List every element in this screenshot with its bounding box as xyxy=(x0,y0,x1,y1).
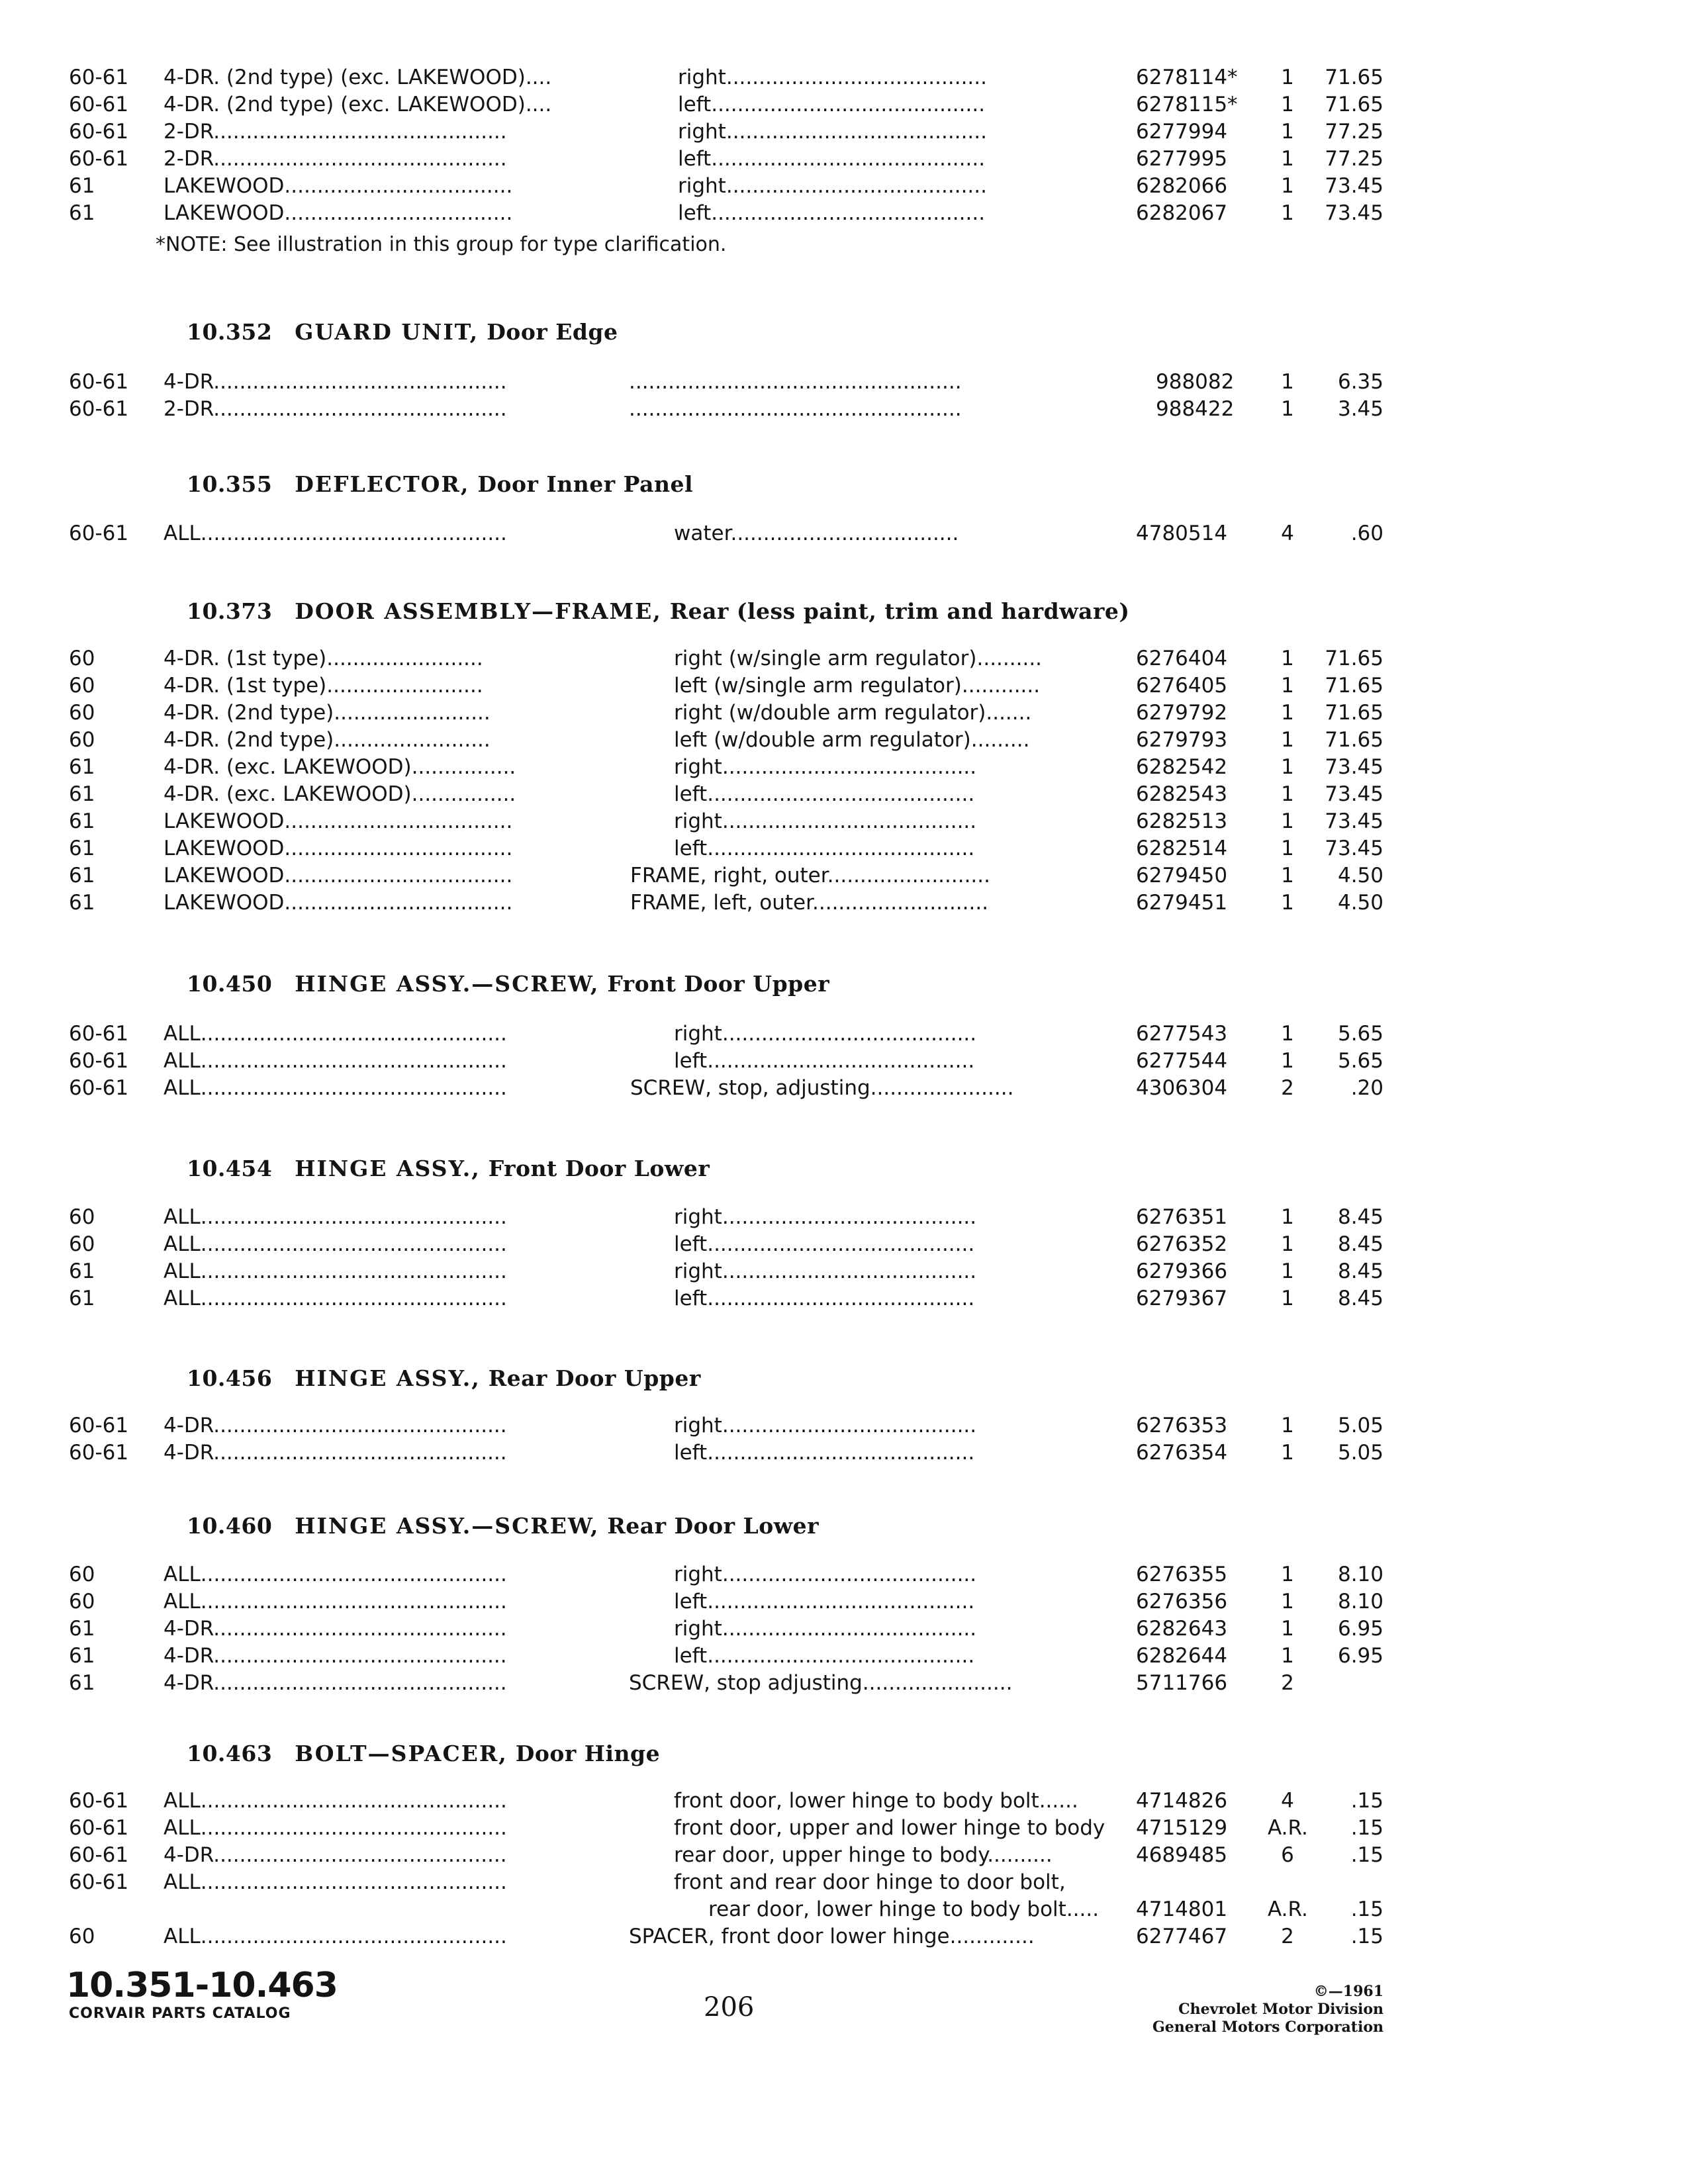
price-cell: 71.65 xyxy=(1325,701,1383,725)
description-cell: water................................... xyxy=(674,522,959,545)
years-cell: 61 xyxy=(69,1259,95,1283)
section-number: 10.352 xyxy=(187,319,273,345)
part-number-cell: 6282643 xyxy=(1136,1617,1228,1641)
part-number-cell: 988422 xyxy=(1156,397,1235,421)
years-cell: 60-61 xyxy=(69,93,129,116)
model-cell: 2-DR............................................. xyxy=(164,397,507,421)
part-number-cell: 6279450 xyxy=(1136,864,1228,887)
quantity-cell: 6 xyxy=(1281,1843,1294,1867)
years-cell: 61 xyxy=(69,864,95,887)
price-cell: .15 xyxy=(1350,1897,1383,1921)
quantity-cell: 1 xyxy=(1281,755,1294,779)
section-heading xyxy=(187,1365,701,1391)
description-cell: left (w/double arm regulator)......... xyxy=(674,728,1030,752)
years-cell: 60-61 xyxy=(69,397,129,421)
model-cell: ALL............................................... xyxy=(164,1925,507,1948)
model-cell: 4-DR............................................. xyxy=(164,370,507,394)
catalog-name: CORVAIR PARTS CATALOG xyxy=(69,2005,291,2022)
section-title-rest: Rear Door Lower xyxy=(607,1513,820,1539)
part-number-cell: 6277994 xyxy=(1136,120,1228,144)
model-cell: 4-DR. (1st type)........................ xyxy=(164,674,483,698)
price-cell: 8.45 xyxy=(1337,1259,1383,1283)
quantity-cell: 1 xyxy=(1281,809,1294,833)
price-cell: 73.45 xyxy=(1325,174,1383,198)
price-cell: 71.65 xyxy=(1325,66,1383,89)
section-number: 10.456 xyxy=(187,1365,273,1391)
part-number-cell: 6276405 xyxy=(1136,674,1228,698)
years-cell: 61 xyxy=(69,1287,95,1310)
years-cell: 60 xyxy=(69,674,95,698)
quantity-cell: 1 xyxy=(1281,837,1294,860)
years-cell: 60-61 xyxy=(69,1049,129,1073)
part-number-cell: 6276354 xyxy=(1136,1441,1228,1465)
quantity-cell: 1 xyxy=(1281,1232,1294,1256)
section-heading xyxy=(187,1741,660,1766)
quantity-cell: 1 xyxy=(1281,1590,1294,1614)
quantity-cell: 1 xyxy=(1281,147,1294,171)
years-cell: 60-61 xyxy=(69,147,129,171)
description-cell: right........................................ xyxy=(678,120,987,144)
quantity-cell: A.R. xyxy=(1268,1897,1308,1921)
model-cell: ALL............................................... xyxy=(164,1590,507,1614)
years-cell: 60 xyxy=(69,1232,95,1256)
years-cell: 60-61 xyxy=(69,1076,129,1100)
part-number-cell: 6277543 xyxy=(1136,1022,1228,1046)
part-number-cell: 4306304 xyxy=(1136,1076,1228,1100)
quantity-cell: 1 xyxy=(1281,1441,1294,1465)
price-cell: .20 xyxy=(1350,1076,1383,1100)
description-cell: ................................................... xyxy=(629,397,962,421)
section-number: 10.373 xyxy=(187,598,273,624)
part-number-cell: 988082 xyxy=(1156,370,1235,394)
section-title-caps: HINGE ASSY., xyxy=(295,1365,481,1391)
years-cell: 60-61 xyxy=(69,522,129,545)
model-cell: 4-DR............................................. xyxy=(164,1414,507,1437)
part-number-cell: 6282067 xyxy=(1136,201,1228,225)
price-cell: 71.65 xyxy=(1325,728,1383,752)
quantity-cell: 1 xyxy=(1281,891,1294,915)
model-cell: LAKEWOOD................................... xyxy=(164,864,513,887)
price-cell: 4.50 xyxy=(1337,864,1383,887)
model-cell: 4-DR. (2nd type)........................ xyxy=(164,728,491,752)
years-cell: 60 xyxy=(69,1205,95,1229)
section-title-caps: HINGE ASSY., xyxy=(295,1156,481,1181)
type-clarification-note: *NOTE: See illustration in this group for type clarification. xyxy=(156,233,727,256)
part-number-cell: 6276355 xyxy=(1136,1563,1228,1586)
description-cell: right....................................... xyxy=(674,1563,977,1586)
price-cell: 73.45 xyxy=(1325,782,1383,806)
description-cell: right....................................... xyxy=(674,809,977,833)
quantity-cell: 1 xyxy=(1281,120,1294,144)
section-number: 10.460 xyxy=(187,1513,273,1539)
price-cell: 8.45 xyxy=(1337,1287,1383,1310)
quantity-cell: 1 xyxy=(1281,201,1294,225)
description-cell: right........................................ xyxy=(678,174,987,198)
quantity-cell: 2 xyxy=(1281,1925,1294,1948)
section-title-rest: Front Door Upper xyxy=(607,971,830,997)
model-cell: 4-DR. (exc. LAKEWOOD)................ xyxy=(164,755,516,779)
description-cell: left......................................... xyxy=(674,1049,975,1073)
section-number: 10.454 xyxy=(187,1156,273,1181)
years-cell: 61 xyxy=(69,755,95,779)
section-title-rest: Rear (less paint, trim and hardware) xyxy=(669,598,1130,624)
part-number-cell: 6279367 xyxy=(1136,1287,1228,1310)
quantity-cell: 1 xyxy=(1281,397,1294,421)
quantity-cell: 1 xyxy=(1281,1259,1294,1283)
section-number: 10.355 xyxy=(187,471,273,497)
price-cell: 5.05 xyxy=(1337,1441,1383,1465)
quantity-cell: 1 xyxy=(1281,1617,1294,1641)
quantity-cell: 1 xyxy=(1281,1049,1294,1073)
quantity-cell: 1 xyxy=(1281,174,1294,198)
description-cell: left......................................... xyxy=(674,782,975,806)
part-number-cell: 6279366 xyxy=(1136,1259,1228,1283)
quantity-cell: 1 xyxy=(1281,674,1294,698)
price-cell: 73.45 xyxy=(1325,755,1383,779)
years-cell: 61 xyxy=(69,837,95,860)
part-number-cell: 6279793 xyxy=(1136,728,1228,752)
years-cell: 60-61 xyxy=(69,1789,129,1813)
years-cell: 60 xyxy=(69,701,95,725)
price-cell: 5.05 xyxy=(1337,1414,1383,1437)
model-cell: ALL............................................... xyxy=(164,1022,507,1046)
price-cell: 77.25 xyxy=(1325,147,1383,171)
copyright-block xyxy=(1152,1983,1383,2036)
model-cell: ALL............................................... xyxy=(164,1205,507,1229)
part-number-cell: 4780514 xyxy=(1136,522,1228,545)
part-number-cell: 6277467 xyxy=(1136,1925,1228,1948)
quantity-cell: A.R. xyxy=(1268,1816,1308,1840)
part-number-cell: 6282543 xyxy=(1136,782,1228,806)
description-cell: front and rear door hinge to door bolt, xyxy=(674,1870,1066,1894)
years-cell: 60 xyxy=(69,1590,95,1614)
model-cell: ALL............................................... xyxy=(164,1049,507,1073)
section-heading xyxy=(187,598,1130,624)
description-cell: rear door, upper hinge to body.......... xyxy=(674,1843,1053,1867)
years-cell: 61 xyxy=(69,1617,95,1641)
model-cell: 2-DR............................................. xyxy=(164,147,507,171)
model-cell: LAKEWOOD................................... xyxy=(164,837,513,860)
description-cell: left.......................................... xyxy=(678,93,986,116)
copyright-year: ©—1961 xyxy=(1313,1983,1383,2000)
description-cell: right....................................... xyxy=(674,1617,977,1641)
model-cell: 4-DR............................................. xyxy=(164,1843,507,1867)
model-cell: 4-DR. (2nd type) (exc. LAKEWOOD).... xyxy=(164,66,552,89)
years-cell: 60-61 xyxy=(69,1816,129,1840)
description-cell: right....................................... xyxy=(674,1414,977,1437)
price-cell: 73.45 xyxy=(1325,809,1383,833)
section-title-rest: Front Door Lower xyxy=(488,1156,710,1181)
years-cell: 60-61 xyxy=(69,370,129,394)
price-cell: 77.25 xyxy=(1325,120,1383,144)
quantity-cell: 4 xyxy=(1281,522,1294,545)
section-title-rest: Door Hinge xyxy=(515,1741,661,1766)
section-title-rest: Door Edge xyxy=(487,319,618,345)
price-cell: .15 xyxy=(1350,1843,1383,1867)
model-cell: ALL............................................... xyxy=(164,1076,507,1100)
quantity-cell: 1 xyxy=(1281,93,1294,116)
description-cell: front door, lower hinge to body bolt...... xyxy=(674,1789,1078,1813)
part-number-cell: 6276356 xyxy=(1136,1590,1228,1614)
part-number-cell: 4714801 xyxy=(1136,1897,1228,1921)
quantity-cell: 1 xyxy=(1281,782,1294,806)
description-cell: left......................................... xyxy=(674,1590,975,1614)
description-cell: left.......................................... xyxy=(678,201,986,225)
quantity-cell: 1 xyxy=(1281,1205,1294,1229)
description-cell: ................................................... xyxy=(629,370,962,394)
price-cell: 8.10 xyxy=(1337,1563,1383,1586)
model-cell: 4-DR............................................. xyxy=(164,1441,507,1465)
section-heading xyxy=(187,319,618,345)
quantity-cell: 1 xyxy=(1281,1022,1294,1046)
model-cell: 4-DR............................................. xyxy=(164,1644,507,1668)
price-cell: 73.45 xyxy=(1325,201,1383,225)
years-cell: 60-61 xyxy=(69,120,129,144)
model-cell: ALL............................................... xyxy=(164,1816,507,1840)
model-cell: 4-DR. (2nd type) (exc. LAKEWOOD).... xyxy=(164,93,552,116)
model-cell: 2-DR............................................. xyxy=(164,120,507,144)
section-heading xyxy=(187,471,693,497)
model-cell: ALL............................................... xyxy=(164,1563,507,1586)
quantity-cell: 1 xyxy=(1281,1414,1294,1437)
price-cell: 6.95 xyxy=(1337,1617,1383,1641)
description-cell: left (w/single arm regulator)............ xyxy=(674,674,1041,698)
description-cell: FRAME, left, outer........................... xyxy=(630,891,989,915)
years-cell: 61 xyxy=(69,891,95,915)
part-number-cell: 6276352 xyxy=(1136,1232,1228,1256)
price-cell: 8.45 xyxy=(1337,1232,1383,1256)
part-number-cell: 6282644 xyxy=(1136,1644,1228,1668)
quantity-cell: 2 xyxy=(1281,1671,1294,1695)
part-number-cell: 6278114* xyxy=(1136,66,1238,89)
years-cell: 60 xyxy=(69,1563,95,1586)
model-cell: 4-DR. (2nd type)........................ xyxy=(164,701,491,725)
quantity-cell: 1 xyxy=(1281,1287,1294,1310)
quantity-cell: 2 xyxy=(1281,1076,1294,1100)
section-heading xyxy=(187,1513,819,1539)
model-cell: ALL............................................... xyxy=(164,1232,507,1256)
section-heading xyxy=(187,971,829,997)
price-cell: 71.65 xyxy=(1325,647,1383,670)
model-cell: LAKEWOOD................................... xyxy=(164,174,513,198)
part-number-cell: 6282513 xyxy=(1136,809,1228,833)
years-cell: 61 xyxy=(69,201,95,225)
years-cell: 60 xyxy=(69,647,95,670)
model-cell: LAKEWOOD................................... xyxy=(164,809,513,833)
part-number-cell: 5711766 xyxy=(1136,1671,1228,1695)
price-cell: 71.65 xyxy=(1325,93,1383,116)
years-cell: 61 xyxy=(69,1671,95,1695)
price-cell: 8.10 xyxy=(1337,1590,1383,1614)
model-cell: LAKEWOOD................................... xyxy=(164,201,513,225)
quantity-cell: 1 xyxy=(1281,66,1294,89)
section-title-caps: BOLT—SPACER, xyxy=(295,1741,508,1766)
model-cell: 4-DR. (exc. LAKEWOOD)................ xyxy=(164,782,516,806)
part-number-cell: 6282514 xyxy=(1136,837,1228,860)
part-number-cell: 6279792 xyxy=(1136,701,1228,725)
part-number-cell: 6282066 xyxy=(1136,174,1228,198)
description-cell: SPACER, front door lower hinge............. xyxy=(629,1925,1035,1948)
section-range-code: 10.351-10.463 xyxy=(66,1966,338,2005)
price-cell: 6.35 xyxy=(1337,370,1383,394)
years-cell: 61 xyxy=(69,1644,95,1668)
quantity-cell: 1 xyxy=(1281,864,1294,887)
model-cell: 4-DR. (1st type)........................ xyxy=(164,647,483,670)
part-number-cell: 6282542 xyxy=(1136,755,1228,779)
price-cell: .60 xyxy=(1350,522,1383,545)
description-cell: rear door, lower hinge to body bolt..... xyxy=(708,1897,1100,1921)
years-cell: 60-61 xyxy=(69,1414,129,1437)
price-cell: 6.95 xyxy=(1337,1644,1383,1668)
price-cell: 71.65 xyxy=(1325,674,1383,698)
description-cell: left......................................... xyxy=(674,1441,975,1465)
model-cell: ALL............................................... xyxy=(164,1259,507,1283)
quantity-cell: 1 xyxy=(1281,370,1294,394)
model-cell: ALL............................................... xyxy=(164,1870,507,1894)
page-number: 206 xyxy=(704,1992,755,2023)
description-cell: left......................................... xyxy=(674,1287,975,1310)
description-cell: right........................................ xyxy=(678,66,987,89)
description-cell: front door, upper and lower hinge to body xyxy=(674,1816,1105,1840)
section-title-caps: HINGE ASSY.—SCREW, xyxy=(295,1513,600,1539)
part-number-cell: 6278115* xyxy=(1136,93,1238,116)
price-cell: .15 xyxy=(1350,1789,1383,1813)
years-cell: 60-61 xyxy=(69,1843,129,1867)
price-cell: 73.45 xyxy=(1325,837,1383,860)
description-cell: left......................................... xyxy=(674,837,975,860)
years-cell: 61 xyxy=(69,174,95,198)
section-number: 10.463 xyxy=(187,1741,273,1766)
description-cell: right....................................... xyxy=(674,755,977,779)
part-number-cell: 6276351 xyxy=(1136,1205,1228,1229)
years-cell: 60-61 xyxy=(69,66,129,89)
model-cell: LAKEWOOD................................... xyxy=(164,891,513,915)
description-cell: right....................................... xyxy=(674,1259,977,1283)
years-cell: 60-61 xyxy=(69,1022,129,1046)
model-cell: 4-DR............................................. xyxy=(164,1671,507,1695)
description-cell: right....................................... xyxy=(674,1022,977,1046)
section-title-caps: DOOR ASSEMBLY—FRAME, xyxy=(295,598,662,624)
description-cell: right....................................... xyxy=(674,1205,977,1229)
price-cell: 5.65 xyxy=(1337,1022,1383,1046)
section-title-rest: Rear Door Upper xyxy=(488,1365,701,1391)
price-cell: .15 xyxy=(1350,1816,1383,1840)
quantity-cell: 1 xyxy=(1281,728,1294,752)
quantity-cell: 1 xyxy=(1281,1563,1294,1586)
description-cell: SCREW, stop, adjusting...................... xyxy=(630,1076,1014,1100)
part-number-cell: 6276353 xyxy=(1136,1414,1228,1437)
description-cell: left.......................................... xyxy=(678,147,986,171)
section-title-caps: DEFLECTOR, xyxy=(295,471,470,497)
price-cell: 3.45 xyxy=(1337,397,1383,421)
quantity-cell: 4 xyxy=(1281,1789,1294,1813)
price-cell: 4.50 xyxy=(1337,891,1383,915)
quantity-cell: 1 xyxy=(1281,701,1294,725)
part-number-cell: 6276404 xyxy=(1136,647,1228,670)
description-cell: left......................................... xyxy=(674,1644,975,1668)
quantity-cell: 1 xyxy=(1281,1644,1294,1668)
years-cell: 60-61 xyxy=(69,1441,129,1465)
model-cell: ALL............................................... xyxy=(164,1287,507,1310)
model-cell: 4-DR............................................. xyxy=(164,1617,507,1641)
part-number-cell: 4714826 xyxy=(1136,1789,1228,1813)
section-title-caps: GUARD UNIT, xyxy=(295,319,479,345)
part-number-cell: 6279451 xyxy=(1136,891,1228,915)
years-cell: 60 xyxy=(69,1925,95,1948)
model-cell: ALL............................................... xyxy=(164,522,507,545)
description-cell: right (w/single arm regulator).......... xyxy=(674,647,1043,670)
part-number-cell: 4689485 xyxy=(1136,1843,1228,1867)
description-cell: FRAME, right, outer......................... xyxy=(630,864,990,887)
years-cell: 60-61 xyxy=(69,1870,129,1894)
quantity-cell: 1 xyxy=(1281,647,1294,670)
section-heading xyxy=(187,1156,710,1181)
price-cell: .15 xyxy=(1350,1925,1383,1948)
copyright-division: Chevrolet Motor Division xyxy=(1178,2001,1383,2018)
part-number-cell: 6277995 xyxy=(1136,147,1228,171)
section-title-rest: Door Inner Panel xyxy=(477,471,693,497)
section-number: 10.450 xyxy=(187,971,273,997)
section-title-caps: HINGE ASSY.—SCREW, xyxy=(295,971,600,997)
part-number-cell: 4715129 xyxy=(1136,1816,1228,1840)
description-cell: left......................................... xyxy=(674,1232,975,1256)
description-cell: SCREW, stop adjusting....................... xyxy=(629,1671,1013,1695)
model-cell: ALL............................................... xyxy=(164,1789,507,1813)
price-cell: 8.45 xyxy=(1337,1205,1383,1229)
years-cell: 61 xyxy=(69,809,95,833)
copyright-corporation: General Motors Corporation xyxy=(1152,2019,1383,2036)
description-cell: right (w/double arm regulator)....... xyxy=(674,701,1032,725)
price-cell: 5.65 xyxy=(1337,1049,1383,1073)
years-cell: 60 xyxy=(69,728,95,752)
part-number-cell: 6277544 xyxy=(1136,1049,1228,1073)
years-cell: 61 xyxy=(69,782,95,806)
